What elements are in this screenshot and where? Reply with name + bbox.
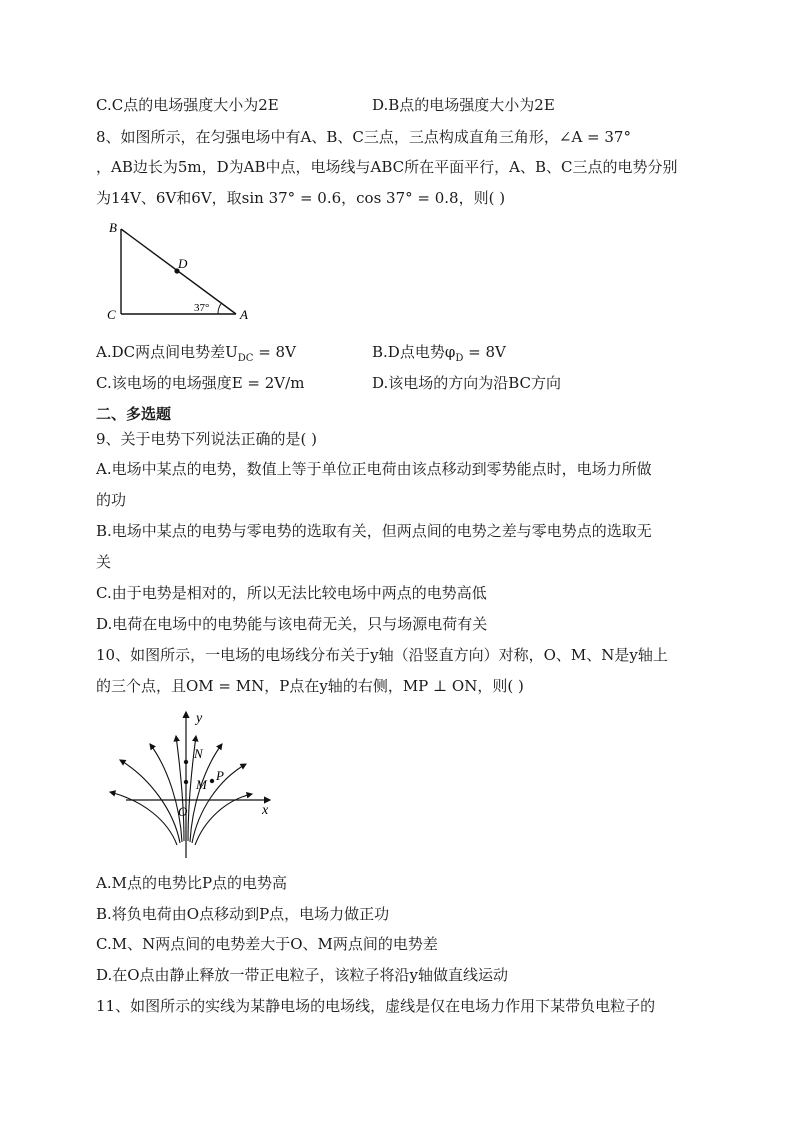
q8-stem-line-3: 为14V、6V和6V，取sin 37° = 0.6，cos 37° = 0.8，则( ) (96, 189, 506, 207)
label-p: P (216, 768, 224, 783)
q10-option-d: D.在O点由静止释放一带正电粒子，该粒子将沿y轴做直线运动 (96, 966, 509, 984)
label-o: O (178, 804, 188, 819)
q9-stem: 9、关于电势下列说法正确的是( ) (96, 430, 318, 448)
q8-option-a-subscript: DC (237, 353, 254, 364)
label-d: D (178, 256, 188, 271)
point-p-dot (210, 779, 214, 783)
q10-option-b: B.将负电荷由O点移动到P点，电场力做正功 (96, 905, 390, 923)
label-x: x (262, 803, 269, 818)
q9-option-b-line-1: B.电场中某点的电势与零电势的选取有关，但两点间的电势之差与零电势点的选取无 (96, 522, 652, 540)
label-m: M (196, 777, 207, 792)
q9-option-b-line-2: 关 (96, 553, 112, 571)
angle-label: 37° (194, 302, 210, 314)
q8-option-a-text: A.DC两点间电势差U (96, 343, 238, 361)
q9-option-d: D.电荷在电场中的电势能与该电荷无关，只与场源电荷有关 (96, 615, 488, 633)
label-b: B (109, 220, 117, 235)
q9-option-a-line-1: A.电场中某点的电势，数值上等于单位正电荷由该点移动到零势能点时，电场力所做 (96, 460, 652, 478)
label-c: C (107, 307, 116, 322)
q8-option-d: D.该电场的方向为沿BC方向 (372, 374, 562, 392)
q10-option-c: C.M、N两点间的电势差大于O、M两点间的电势差 (96, 935, 438, 953)
point-n-dot (184, 760, 188, 764)
q7-option-c: C.C点的电场强度大小为2E (96, 96, 279, 114)
q8-option-a (96, 342, 296, 369)
q10-field-lines-figure (100, 706, 280, 866)
q8-option-b-text: B.D点电势φ (372, 343, 456, 361)
angle-arc (218, 303, 222, 314)
point-m-dot (184, 780, 188, 784)
q8-option-b-subscript: D (455, 353, 464, 364)
q10-stem-line-1: 10、如图所示，一电场的电场线分布关于y轴（沿竖直方向）对称，O、M、N是y轴上 (96, 646, 668, 664)
q8-option-b (372, 342, 506, 369)
q8-option-a-value: = 8V (253, 343, 296, 361)
q8-triangle-figure (100, 218, 260, 326)
q8-option-c: C.该电场的电场强度E = 2V/m (96, 374, 305, 392)
q8-stem-line-2: ，AB边长为5m，D为AB中点，电场线与ABC所在平面平行，A、B、C三点的电势分别 (96, 158, 678, 176)
field-line (120, 760, 180, 843)
label-n: N (194, 746, 203, 761)
q9-option-c: C.由于电势是相对的，所以无法比较电场中两点的电势高低 (96, 584, 487, 602)
label-y: y (196, 711, 203, 726)
section-heading: 二、多选题 (96, 405, 172, 423)
q8-option-b-value: = 8V (463, 343, 506, 361)
q10-stem-line-2: 的三个点，且OM = MN，P点在y轴的右侧，MP ⊥ ON，则( ) (96, 677, 524, 695)
field-line (195, 794, 252, 845)
field-line (150, 744, 182, 842)
q9-option-a-line-2: 的功 (96, 491, 127, 509)
q10-option-a: A.M点的电势比P点的电势高 (96, 874, 288, 892)
label-a: A (240, 307, 248, 322)
q7-option-d: D.B点的电场强度大小为2E (372, 96, 555, 114)
q8-stem-line-1: 8、如图所示，在匀强电场中有A、B、C三点，三点构成直角三角形，∠A = 37° (96, 128, 631, 146)
q11-stem-line-1: 11、如图所示的实线为某静电场的电场线，虚线是仅在电场力作用下某带负电粒子的 (96, 997, 656, 1015)
